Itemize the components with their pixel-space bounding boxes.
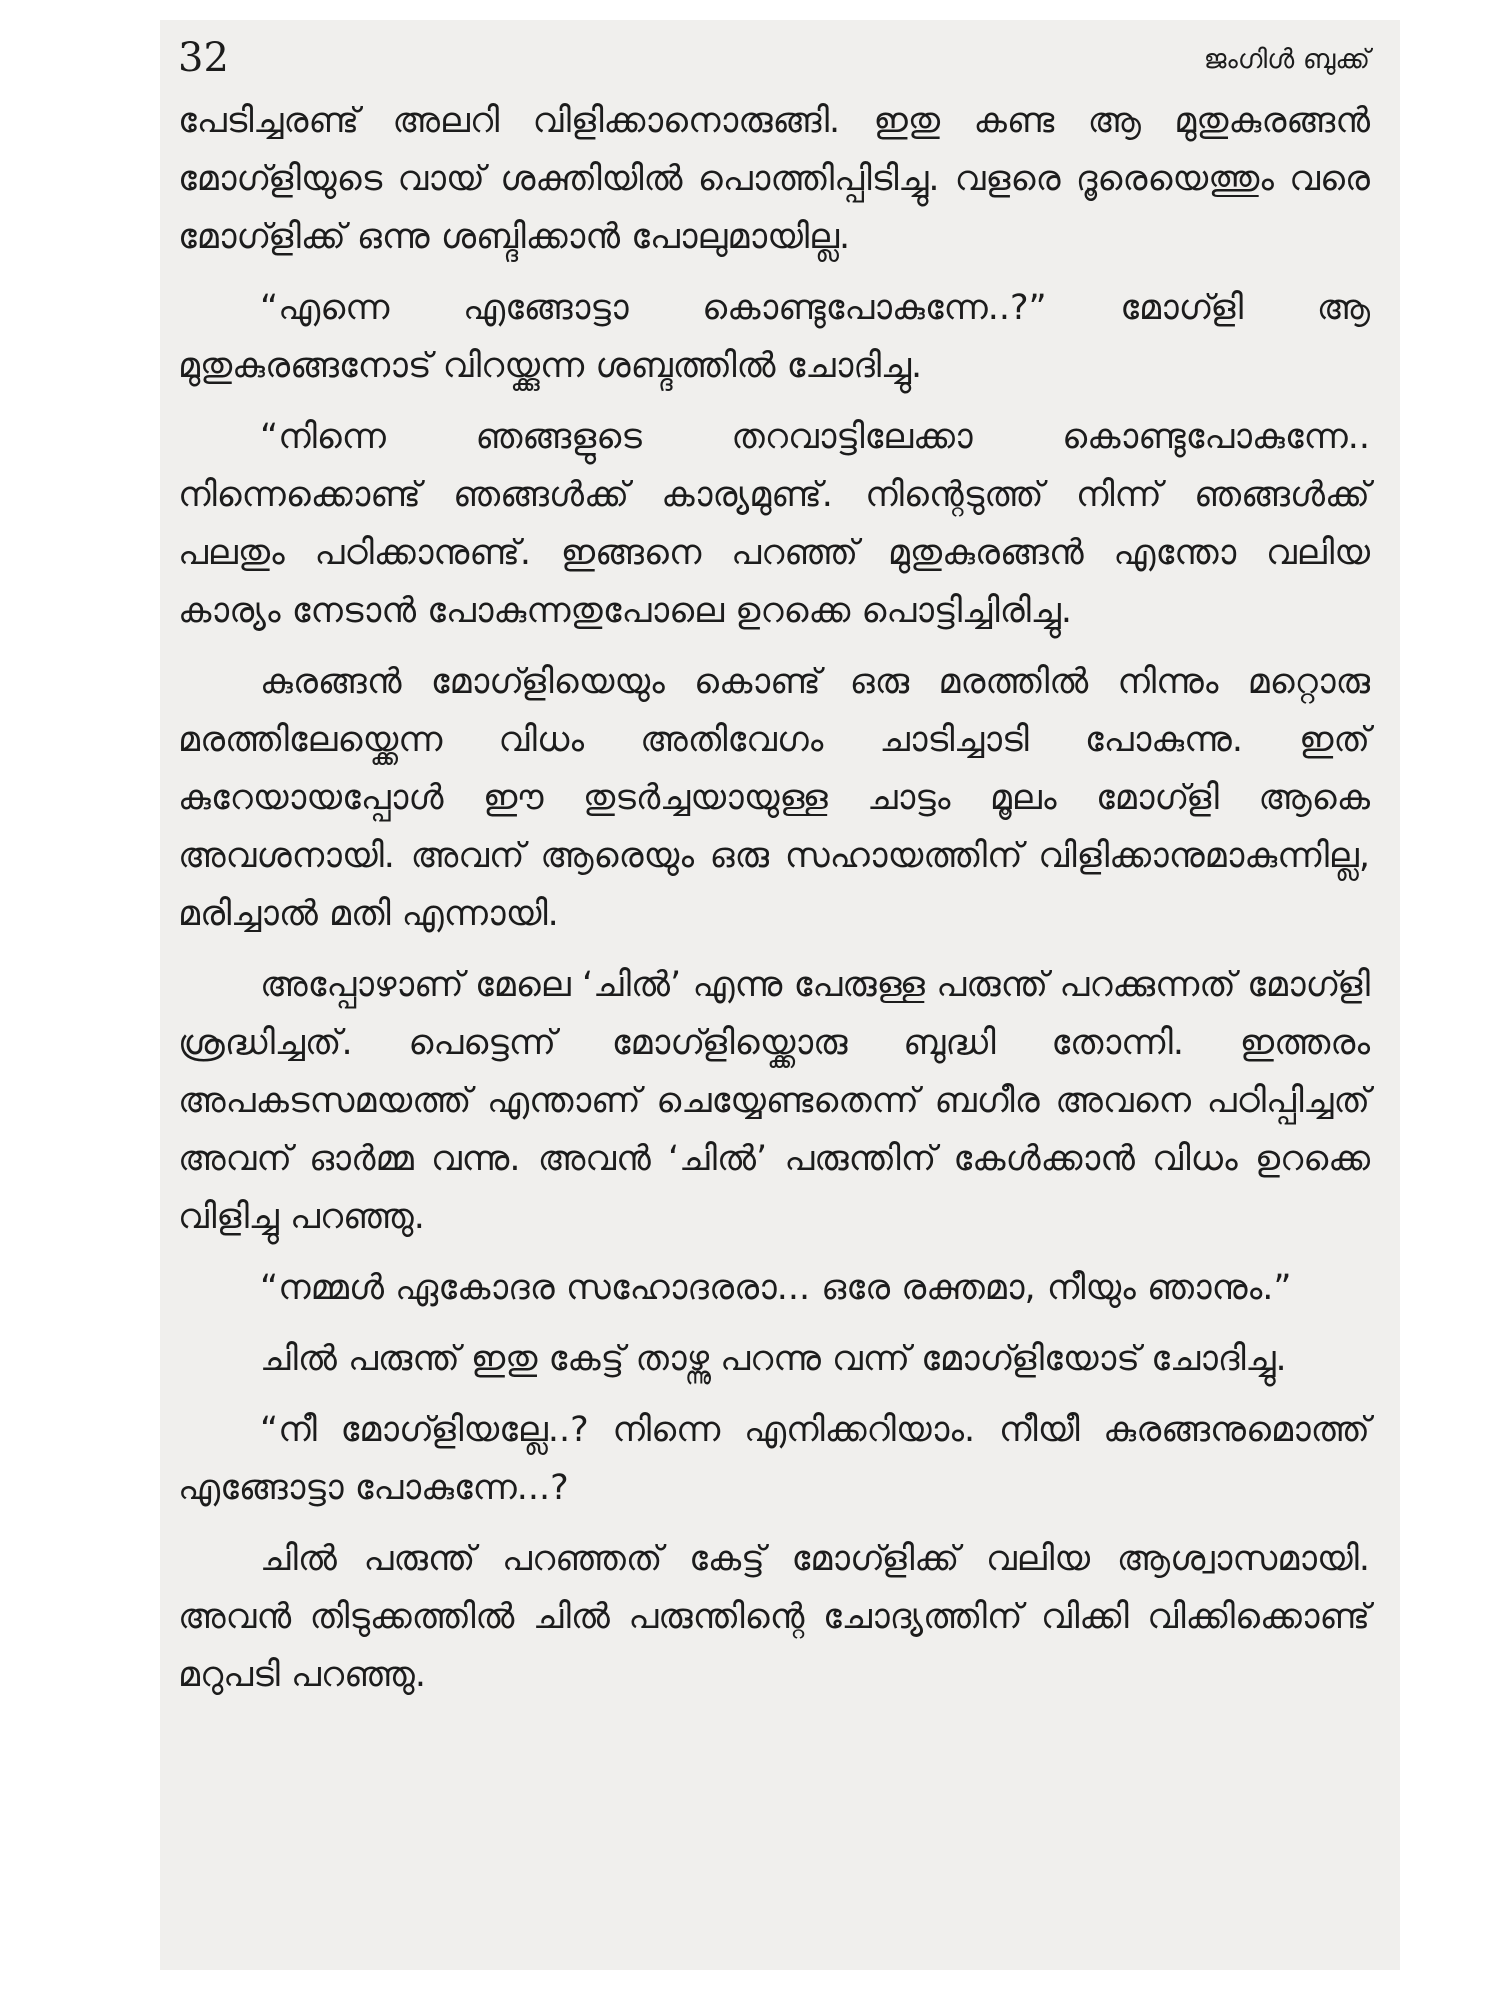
paragraph-6: “നമ്മൾ ഏകോദര സഹോദരരാ... ഒരേ രക്തമാ, നീയും ഞാനും.” <box>260 1268 1292 1308</box>
running-title: ജംഗിൾ ബുക്ക് <box>1203 44 1370 75</box>
paragraph-5: അപ്പോഴാണ് മേലെ ‘ചിൽ’ എന്നു പേരുള്ള പരുന്ത് പറക്കുന്നത് മോഗ്ളി ശ്രദ്ധിച്ചത്. പെട്ടെന്ന് മോഗ്ളിയ്ക്കൊരു ബുദ്ധി തോന്നി. ഇത്തരം അപകടസമയത്ത് എന്താണ് ചെയ്യേണ്ടതെന്ന് ബഗീര അവനെ പഠിപ്പിച്ചത് അവന് ഓർമ്മ വന്നു. അവൻ ‘ചിൽ’ പരുന്തിന് കേൾക്കാൻ വിധം ഉറക്കെ വിളിച്ചു പറഞ്ഞു. <box>178 965 1370 1237</box>
body-text <box>178 92 1370 1717</box>
paragraph-8: “നീ മോഗ്ളിയല്ലേ..? നിന്നെ എനിക്കറിയാം. നീയീ കുരങ്ങനുമൊത്ത് എങ്ങോട്ടാ പോകുന്നേ...? <box>178 1410 1370 1508</box>
paragraph-9: ചിൽ പരുന്ത് പറഞ്ഞത് കേട്ട് മോഗ്ളിക്ക് വലിയ ആശ്വാസമായി. അവൻ തിടുക്കത്തിൽ ചിൽ പരുന്തിന്റെ ചോദ്യത്തിന് വിക്കി വിക്കിക്കൊണ്ട് മറുപടി പറഞ്ഞു. <box>178 1539 1370 1695</box>
page-number: 32 <box>178 35 229 81</box>
paragraph-3: “നിന്നെ ഞങ്ങളുടെ തറവാട്ടിലേക്കാ കൊണ്ടുപോകുന്നേ.. നിന്നെക്കൊണ്ട് ഞങ്ങൾക്ക് കാര്യമുണ്ട്. നിന്റെടുത്ത് നിന്ന് ഞങ്ങൾക്ക് പലതും പഠിക്കാനുണ്ട്. ഇങ്ങനെ പറഞ്ഞ് മുതുകുരങ്ങൻ എന്തോ വലിയ കാര്യം നേടാൻ പോകുന്നതുപോലെ ഉറക്കെ പൊട്ടിച്ചിരിച്ചു. <box>178 417 1370 631</box>
paragraph-2: “എന്നെ എങ്ങോട്ടാ കൊണ്ടുപോകുന്നേ..?” മോഗ്ളി ആ മുതുകുരങ്ങനോട് വിറയ്ക്കുന്ന ശബ്ദത്തിൽ ചോദിച്ചു. <box>178 288 1370 386</box>
paragraph-7: ചിൽ പരുന്ത് ഇതു കേട്ട് താഴ്ന്നു പറന്നു വന്ന് മോഗ്ളിയോട് ചോദിച്ചു. <box>260 1339 1287 1379</box>
page-header <box>178 28 1370 92</box>
paragraph-4: കുരങ്ങൻ മോഗ്ളിയെയും കൊണ്ട് ഒരു മരത്തിൽ നിന്നും മറ്റൊരു മരത്തിലേയ്ക്കെന്ന വിധം അതിവേഗം ചാടിച്ചാടി പോകുന്നു. ഇത് കുറേയായപ്പോൾ ഈ തുടർച്ചയായുള്ള ചാട്ടം മൂലം മോഗ്ളി ആകെ അവശനായി. അവന് ആരെയും ഒരു സഹായത്തിന് വിളിക്കാനുമാകുന്നില്ല, മരിച്ചാൽ മതി എന്നായി. <box>178 662 1370 934</box>
paragraph-1: പേടിച്ചരണ്ട് അലറി വിളിക്കാനൊരുങ്ങി. ഇതു കണ്ട ആ മുതുകുരങ്ങൻ മോഗ്ളിയുടെ വായ് ശക്തിയിൽ പൊത്തിപ്പിടിച്ചു. വളരെ ദൂരെയെത്തും വരെ മോഗ്ളിക്ക് ഒന്നു ശബ്ദിക്കാൻ പോലുമായില്ല. <box>178 101 1370 257</box>
